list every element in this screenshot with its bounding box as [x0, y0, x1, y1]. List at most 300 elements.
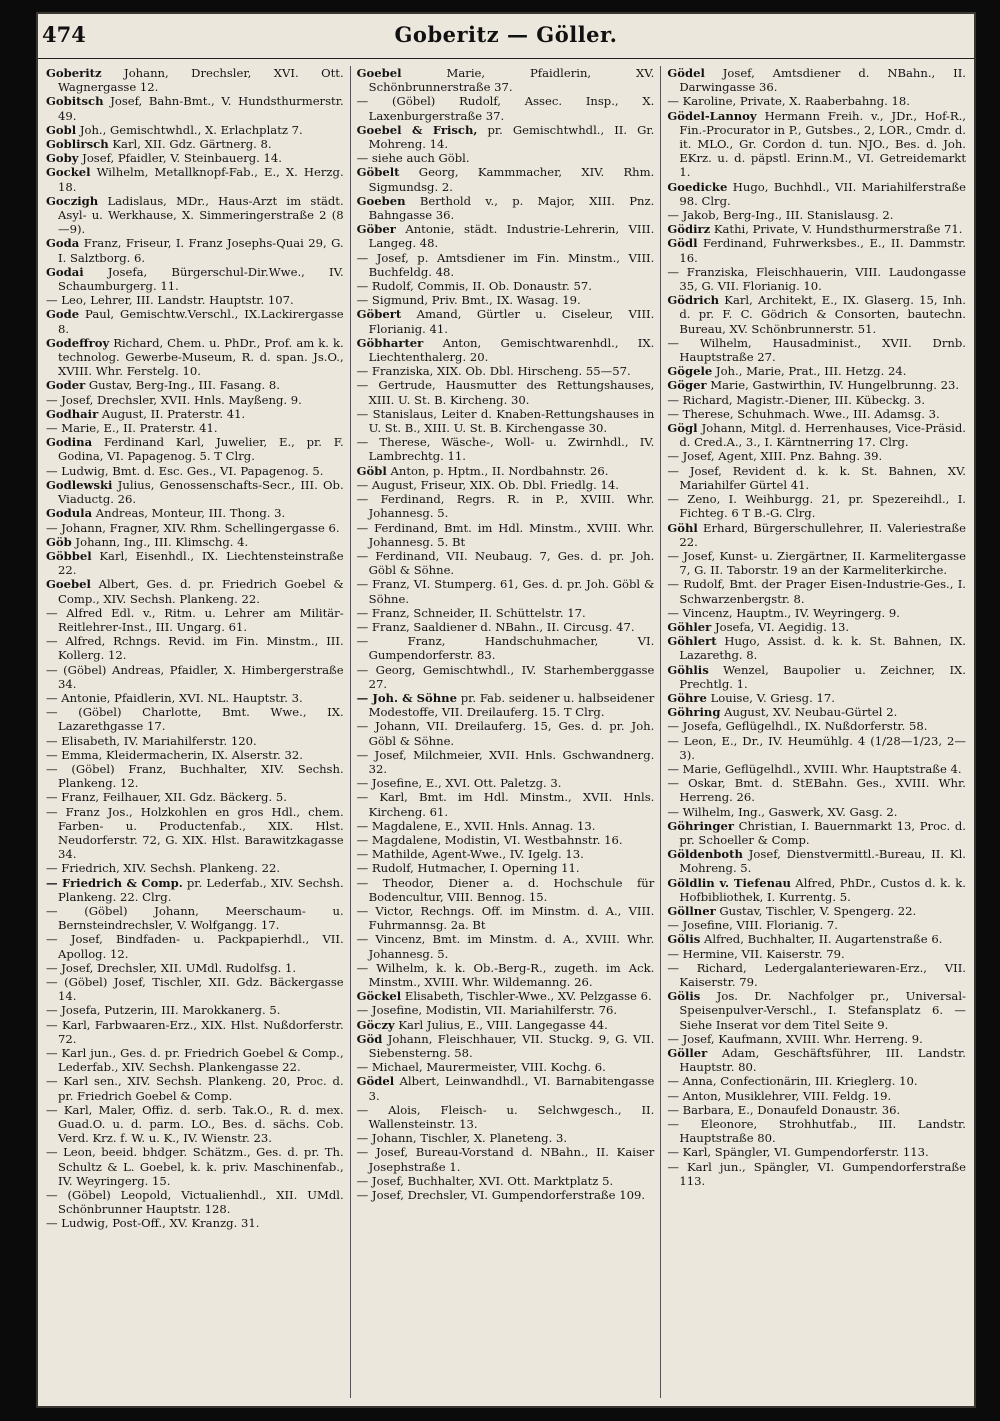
directory-entry [357, 932, 655, 960]
entry-details: — (Göbel) Charlotte, Bmt. Wwe., IX. Lazarethgasse 17. [46, 705, 344, 734]
entry-surname: Godai [46, 264, 84, 279]
entry-details: Christian, I. Bauernmarkt 13, Proc. d. pr. Schoeller & Comp. [679, 818, 966, 847]
directory-entry [357, 464, 655, 478]
directory-entry [667, 1103, 966, 1117]
entry-surname: Godeffroy [46, 335, 110, 350]
entry-details: — Josef, Kunst- u. Ziergärtner, II. Karmelitergasse 7, G. II. Taborstr. 19 an der Karmeliterkirche. [667, 548, 966, 578]
entry-surname: Goblirsch [46, 137, 109, 152]
directory-entry [46, 748, 344, 762]
directory-entry [667, 918, 966, 932]
entry-surname: Göckel [356, 989, 402, 1004]
entry-details: Elisabeth, Tischler-Wwe., XV. Pelzgasse 6. [401, 989, 652, 1004]
directory-entry [357, 1018, 655, 1032]
entry-details: — Gertrude, Hausmutter des Rettungshauses, XIII. U. St. B. Kircheng. 30. [356, 378, 655, 407]
directory-entry [667, 1032, 966, 1046]
entry-surname: Gödrich [667, 293, 720, 308]
directory-entry [357, 1032, 655, 1060]
directory-entry [667, 1145, 966, 1159]
directory-entry [46, 165, 344, 193]
entry-details: — (Göbel) Franz, Buchhalter, XIV. Sechsh. Plankeng. 12. [46, 761, 344, 791]
entry-details: — Franz, Saaldiener d. NBahn., II. Circusg. 47. [356, 619, 635, 634]
directory-entry [46, 663, 344, 691]
directory-entry [667, 180, 966, 208]
directory-entry [46, 1003, 344, 1017]
entry-details: Antonie, städt. Industrie-Lehrerin, VIII. Langeg. 48. [368, 222, 655, 251]
directory-entry [357, 1188, 655, 1202]
directory-entry [357, 521, 655, 549]
entry-surname: Gödel [667, 66, 705, 80]
entry-details: Albert, Leinwandhdl., VI. Barnabitengasse 3. [368, 1074, 655, 1103]
entry-surname: Goder [46, 378, 86, 393]
entry-details: Amand, Gürtler u. Ciseleur, VIII. Florianig. 41. [368, 307, 655, 336]
directory-entry [667, 847, 966, 875]
directory-entry [46, 421, 344, 435]
directory-entry [357, 748, 655, 776]
directory-entry [667, 109, 966, 180]
entry-surname: Gobl [46, 122, 77, 137]
entry-details: — Karl, Bmt. im Hdl. Minstm., XVII. Hnls. Kircheng. 61. [356, 790, 655, 819]
entry-details: Joh., Gemischtwhdl., X. Erlachplatz 7. [76, 122, 303, 137]
directory-entry [357, 1003, 655, 1017]
entry-details: Wilhelm, Metallknopf-Fab., E., X. Herzg. 18. [58, 165, 344, 194]
directory-entry [46, 336, 344, 379]
entry-surname: Goda [46, 236, 80, 251]
entry-surname: Godula [46, 506, 93, 521]
directory-entry [357, 1060, 655, 1074]
entry-surname: Gödel-Lannoy [667, 108, 757, 123]
directory-entry [667, 293, 966, 336]
directory-entry [357, 577, 655, 605]
directory-entry [357, 1174, 655, 1188]
directory-entry [357, 719, 655, 747]
entry-details: Louise, V. Griesg. 17. [706, 690, 835, 705]
entry-surname: Göhler [667, 619, 712, 634]
entry-details: — Therese, Schuhmach. Wwe., III. Adamsg. 3. [667, 406, 940, 421]
entry-details: — Anton, Musiklehrer, VIII. Feldg. 19. [667, 1088, 892, 1103]
entry-details: — Therese, Wäsche-, Woll- u. Zwirnhdl., IV. Lambrechtg. 11. [356, 435, 655, 464]
directory-entry [46, 407, 344, 421]
page-header [38, 14, 974, 59]
entry-details: Josef, Dienstvermittl.-Bureau, II. Kl. Mohreng. 5. [679, 847, 966, 876]
entry-details: — Alfred, Rchngs. Revid. im Fin. Minstm., III. Kollerg. 12. [46, 634, 344, 663]
directory-entry [46, 307, 344, 335]
directory-page [38, 14, 974, 1406]
entry-details: — Wilhelm, k. k. Ob.-Berg-R., zugeth. im Ack. Minstm., XVIII. Whr. Wildemanng. 26. [356, 960, 655, 989]
directory-entry [357, 663, 655, 691]
entry-details: — Franziska, Fleischhauerin, VIII. Laudongasse 35, G. VII. Florianig. 10. [667, 264, 966, 294]
entry-details: — Wilhelm, Hausadminist., XVII. Drnb. Hauptstraße 27. [667, 335, 966, 365]
entry-details: — Vincenz, Bmt. im Minstm. d. A., XVIII. Whr. Johannesg. 5. [356, 932, 655, 961]
entry-details: — (Göbel) Leopold, Victualienhdl., XII. UMdl. Schönbrunner Hauptstr. 128. [46, 1188, 344, 1217]
entry-details: — Karoline, Private, X. Raaberbahng. 18. [667, 94, 910, 109]
directory-entry [357, 378, 655, 406]
entry-surname: Göbert [356, 307, 402, 322]
directory-entry [46, 606, 344, 634]
entry-surname: Göller [667, 1046, 708, 1061]
directory-entry [667, 449, 966, 463]
entry-details: Karl, Eisenhdl., IX. Liechtensteinstraße 22. [58, 548, 344, 578]
entry-details: — Karl, Farbwaaren-Erz., XIX. Hlst. Nußdorferstr. 72. [46, 1017, 344, 1046]
directory-entry [46, 464, 344, 478]
entry-details: — Josefa, Putzerin, III. Marokkanerg. 5. [46, 1003, 281, 1018]
directory-entry [46, 521, 344, 535]
entry-details: Ferdinand, Fuhrwerksbes., E., II. Dammstr. 16. [679, 236, 966, 265]
entry-details: — Josef, Drechsler, VI. Gumpendorferstraße 109. [356, 1188, 646, 1203]
directory-entry [46, 904, 344, 932]
entry-details: Gustav, Tischler, V. Spengerg. 22. [715, 903, 917, 918]
directory-entry [357, 847, 655, 861]
directory-entry [357, 904, 655, 932]
directory-entry [667, 222, 966, 236]
entry-surname: Göbelt [356, 165, 400, 180]
directory-entry [357, 620, 655, 634]
entry-surname: Gödl [667, 236, 698, 251]
entry-details: Josefa, VI. Aegidig. 13. [711, 619, 850, 634]
entry-details: Ladislaus, MDr., Haus-Arzt im städt. Asyl- u. Werkhause, X. Simmeringerstraße 2 (8—9). [58, 193, 344, 237]
entry-surname: — Joh. & Söhne [356, 690, 457, 705]
directory-entry [357, 307, 655, 335]
entry-details: Karl, XII. Gdz. Gärtnerg. 8. [108, 137, 272, 152]
entry-details: — Ferdinand, Regrs. R. in P., XVIII. Whr. Johannesg. 5. [356, 492, 655, 521]
directory-entry [667, 762, 966, 776]
directory-entry [667, 407, 966, 421]
entry-details: — Zeno, I. Weihburgg. 21, pr. Spezereihdl., I. Fichteg. 6 T B.-G. Clrg. [667, 492, 966, 521]
directory-entry [667, 961, 966, 989]
directory-entry [667, 1089, 966, 1103]
entry-surname: Gölis [667, 989, 701, 1004]
entry-details: Paul, Gemischtw.Verschl., IX.Lackirergasse 8. [58, 307, 344, 336]
directory-entry [667, 94, 966, 108]
entry-surname: Göldlin v. Tiefenau [667, 875, 791, 890]
entry-surname: Göllner [667, 903, 716, 918]
entry-details: — Josef, Drechsler, XVII. Hnls. Mayßeng. 9. [46, 392, 302, 407]
directory-entry [667, 549, 966, 577]
entry-details: — Karl sen., XIV. Sechsh. Plankeng. 20, Proc. d. pr. Friedrich Goebel & Comp. [46, 1074, 344, 1103]
entry-details: — Emma, Kleidermacherin, IX. Alserstr. 32. [46, 747, 303, 762]
directory-entry [667, 805, 966, 819]
directory-entry [46, 478, 344, 506]
entry-details: — siehe auch Göbl. [356, 151, 470, 166]
entry-details: — Karl jun., Ges. d. pr. Friedrich Goebel & Comp., Lederfab., XIV. Sechsh. Plankengasse 22. [46, 1046, 344, 1075]
entry-details: Erhard, Bürgerschullehrer, II. Valeriestraße 22. [679, 520, 966, 549]
entry-details: — Richard, Magistr.-Diener, III. Kübeckg. 3. [667, 392, 926, 407]
directory-entry [46, 705, 344, 733]
entry-details: August, XV. Neubau-Gürtel 2. [720, 705, 898, 720]
entry-details: — Oskar, Bmt. d. StEBahn. Ges., XVIII. Whr. Herreng. 26. [667, 776, 966, 805]
entry-details: Andreas, Monteur, III. Thong. 3. [92, 506, 286, 521]
directory-entry [667, 705, 966, 719]
entry-details: Johann, Drechsler, XVI. Ott. Wagnergasse 12. [58, 66, 344, 95]
entry-details: — Josef, Drechsler, XII. UMdl. Rudolfsg. 1. [46, 960, 297, 975]
directory-entry [667, 620, 966, 634]
directory-entry [357, 222, 655, 250]
entry-details: — Franziska, XIX. Ob. Dbl. Hirscheng. 55—57. [356, 364, 631, 379]
entry-details: Karl Julius, E., VIII. Langegasse 44. [394, 1017, 608, 1032]
entry-details: — Franz Jos., Holzkohlen en gros Hdl., chem. Farben- u. Productenfab., XIX. Hlst. Neudorferstr. 72, G. XIX. Hlst. Barawitzkagasse 34. [46, 804, 344, 862]
entry-surname: Gode [46, 307, 80, 322]
entry-details: — Sigmund, Priv. Bmt., IX. Wasag. 19. [356, 293, 581, 308]
directory-entry [46, 961, 344, 975]
entry-details: — Josefine, E., XVI. Ott. Paletzg. 3. [356, 776, 562, 791]
directory-entry [46, 861, 344, 875]
entry-details: Anton, p. Hptm., II. Nordbahnstr. 26. [386, 463, 609, 478]
directory-entry [667, 521, 966, 549]
entry-surname: Gockel [46, 165, 91, 180]
column-3 [661, 66, 972, 1398]
directory-entry [46, 762, 344, 790]
entry-details: — Johann, Fragner, XIV. Rhm. Schellingergasse 6. [46, 520, 340, 535]
directory-entry [667, 265, 966, 293]
entry-details: — Leo, Lehrer, III. Landstr. Hauptstr. 107. [46, 293, 294, 308]
directory-entry [667, 1046, 966, 1074]
entry-details: Johann, Mitgl. d. Herrenhauses, Vice-Präsid. d. Cred.A., 3., I. Kärntnerring 17. Clrg. [679, 421, 966, 450]
directory-entry [46, 94, 344, 122]
entry-details: — Magdalene, E., XVII. Hnls. Annag. 13. [356, 818, 596, 833]
directory-entry [46, 1046, 344, 1074]
directory-entry [357, 961, 655, 989]
entry-surname: Goebel [356, 66, 402, 80]
entry-surname: Gobitsch [46, 94, 104, 109]
entry-surname: Göhringer [667, 818, 734, 833]
entry-details: — (Göbel) Rudolf, Assec. Insp., X. Laxenburgerstraße 37. [356, 94, 655, 123]
entry-surname: — Friedrich & Comp. [46, 875, 183, 890]
entry-details: Marie, Pfaidlerin, XV. Schönbrunnerstraße 37. [368, 66, 655, 95]
entry-surname: Göbl [356, 463, 387, 478]
directory-entry [46, 378, 344, 392]
directory-entry [46, 1145, 344, 1188]
page-number: 474 [42, 22, 86, 47]
entry-details: Hugo, Assist. d. k. k. St. Bahnen, IX. Lazarethg. 8. [679, 634, 966, 663]
entry-details: — Leon, E., Dr., IV. Heumühlg. 4 (1/28—1/23, 2—3). [667, 733, 966, 762]
directory-entry [357, 606, 655, 620]
directory-entry [357, 123, 655, 151]
directory-entry [667, 378, 966, 392]
directory-entry [357, 819, 655, 833]
entry-details: — (Göbel) Andreas, Pfaidler, X. Himbergerstraße 34. [46, 662, 344, 691]
entry-surname: Göhlert [667, 634, 717, 649]
entry-details: — Franz, Feilhauer, XII. Gdz. Bäckerg. 5. [46, 790, 287, 805]
entry-details: — Vincenz, Hauptm., IV. Weyringerg. 9. [667, 605, 900, 620]
entry-details: Hermann Freih. v., JDr., Hof-R., Fin.-Procurator in P., Gutsbes., 2, LOR., Cmdr. d. it. MLO., Gr. Cordon d. tun. NJO., Bes. d. Joh. EKrz. u. d. päpstl. Erinn.M., VI. Getreidemarkt 1. [679, 108, 966, 180]
directory-entry [46, 151, 344, 165]
directory-entry [46, 236, 344, 264]
entry-details: — Ferdinand, Bmt. im Hdl. Minstm., XVIII. Whr. Johannesg. 5. Bt [356, 520, 655, 549]
entry-details: Franz, Friseur, I. Franz Josephs-Quai 29, G. I. Salztborg. 6. [58, 236, 344, 265]
entry-surname: Göhre [667, 690, 707, 705]
directory-entry [667, 719, 966, 733]
entry-details: — Marie, E., II. Praterstr. 41. [46, 421, 218, 436]
entry-details: Hugo, Buchhdl., VII. Mariahilferstraße 98. Clrg. [679, 179, 966, 208]
directory-entry [667, 364, 966, 378]
directory-entry [46, 1188, 344, 1216]
entry-details: — Stanislaus, Leiter d. Knaben-Rettungshauses in U. St. B., XIII. U. St. B. Kirchengasse 30. [356, 406, 655, 436]
entry-details: — Leon, beeid. bhdger. Schätzm., Ges. d. pr. Th. Schultz & L. Goebel, k. k. priv. Maschinenfab., IV. Weyringerg. 15. [46, 1145, 344, 1188]
directory-entry [357, 1131, 655, 1145]
entry-details: — Karl, Spängler, VI. Gumpendorferstr. 113. [667, 1145, 929, 1160]
directory-entry [357, 364, 655, 378]
directory-entry [667, 66, 966, 94]
entry-details: — Ferdinand, VII. Neubaug. 7, Ges. d. pr. Joh. Göbl & Söhne. [356, 548, 655, 578]
directory-entry [46, 435, 344, 463]
entry-surname: Goberitz [46, 66, 102, 80]
entry-details: Johann, Fleischhauer, VII. Stuckg. 9, G. VII. Siebensterng. 58. [368, 1031, 655, 1061]
directory-entry [46, 194, 344, 237]
directory-entry [667, 393, 966, 407]
entry-surname: Göb [46, 534, 72, 549]
entry-surname: Göbbel [46, 548, 92, 563]
directory-entry [46, 123, 344, 137]
directory-entry [357, 691, 655, 719]
directory-entry [357, 833, 655, 847]
entry-details: Julius, Genossenschafts-Secr., III. Ob. Viaductg. 26. [58, 477, 344, 507]
entry-details: — Josef, Revident d. k. k. St. Bahnen, XV. Mariahilfer Gürtel 41. [667, 463, 966, 492]
entry-surname: Godina [46, 435, 93, 450]
directory-entry [667, 776, 966, 804]
directory-entry [357, 407, 655, 435]
entry-surname: Göczy [356, 1017, 395, 1032]
entry-details: — Josef, Bureau-Vorstand d. NBahn., II. Kaiser Josephstraße 1. [356, 1145, 655, 1174]
directory-entry [667, 421, 966, 449]
entry-details: Richard, Chem. u. PhDr., Prof. am k. k. technolog. Gewerbe-Museum, R. d. span. Js.O., XVIII. Whr. Ferstelg. 10. [58, 335, 344, 379]
entry-details: — Alois, Fleisch- u. Selchwgesch., II. Wallensteinstr. 13. [356, 1102, 655, 1132]
directory-entry [357, 194, 655, 222]
entry-details: pr. Fab. seidener u. halbseidener Modestoffe, VII. Dreilauferg. 15. T Clrg. [368, 690, 655, 720]
entry-details: Anton, Gemischtwarenhdl., IX. Liechtenthalerg. 20. [368, 335, 655, 365]
entry-details: — Marie, Geflügelhdl., XVIII. Whr. Hauptstraße 4. [667, 761, 962, 776]
entry-details: — Richard, Ledergalanteriewaren-Erz., VII. Kaiserstr. 79. [667, 960, 966, 989]
directory-entry [46, 975, 344, 1003]
entry-details: — Friedrich, XIV. Sechsh. Plankeng. 22. [46, 861, 281, 876]
entry-details: Johann, Ing., III. Klimschg. 4. [71, 534, 249, 549]
directory-entry [667, 634, 966, 662]
entry-surname: Göhring [667, 705, 721, 720]
entry-details: — Theodor, Diener a. d. Hochschule für Bodencultur, VIII. Bennog. 15. [356, 875, 655, 904]
entry-surname: Goebel & Frisch, [356, 122, 478, 137]
directory-entry [357, 1103, 655, 1131]
entry-details: — Hermine, VII. Kaiserstr. 79. [667, 946, 845, 961]
entry-details: Ferdinand Karl, Juwelier, E., pr. F. Godina, VI. Papagenog. 5. T Clrg. [58, 435, 344, 464]
directory-entry [667, 947, 966, 961]
directory-entry [46, 293, 344, 307]
directory-entry [46, 790, 344, 804]
entry-surname: Godlewski [46, 477, 113, 492]
entry-details: Georg, Kammmacher, XIV. Rhm. Sigmundsg. 2. [368, 165, 655, 194]
directory-entry [357, 66, 655, 94]
entry-details: — Franz, VI. Stumperg. 61, Ges. d. pr. Joh. Göbl & Söhne. [356, 577, 655, 606]
entry-surname: Goeben [356, 193, 406, 208]
entry-details: Gustav, Berg-Ing., III. Fasang. 8. [85, 378, 280, 393]
directory-entry [46, 1216, 344, 1230]
entry-details: — August, Friseur, XIX. Ob. Dbl. Friedlg. 14. [356, 477, 619, 492]
entry-details: — Ludwig, Bmt. d. Esc. Ges., VI. Papagenog. 5. [46, 463, 324, 478]
entry-details: — Rudolf, Hutmacher, I. Operning 11. [356, 861, 580, 876]
directory-entry [46, 506, 344, 520]
directory-entry [46, 876, 344, 904]
entry-details: pr. Lederfab., XIV. Sechsh. Plankeng. 22. Clrg. [58, 875, 344, 904]
entry-details: — Josef, p. Amtsdiener im Fin. Minstm., VIII. Buchfeldg. 48. [356, 250, 655, 279]
entry-details: Berthold v., p. Major, XIII. Pnz. Bahngasse 36. [368, 193, 655, 223]
entry-surname: Godhair [46, 406, 99, 421]
directory-entry [667, 663, 966, 691]
directory-entry [357, 251, 655, 279]
directory-entry [46, 577, 344, 605]
entry-surname: Göd [356, 1031, 383, 1046]
entry-surname: Gögele [667, 364, 713, 379]
entry-details: Jos. Dr. Nachfolger pr., Universal-Speisenpulver-Verschl., I. Stefansplatz 6. — Siehe Inserat vor dem Titel Seite 9. [679, 989, 966, 1032]
directory-entry [357, 790, 655, 818]
directory-entry [357, 293, 655, 307]
directory-entry [46, 691, 344, 705]
directory-entry [46, 549, 344, 577]
directory-entry [667, 236, 966, 264]
entry-details: Marie, Gastwirthin, IV. Hungelbrunng. 23. [706, 378, 960, 393]
directory-entry [667, 734, 966, 762]
directory-entry [357, 336, 655, 364]
entry-details: Karl, Architekt, E., IX. Glaserg. 15, Inh. d. pr. F. C. Gödrich & Consorten, bautechn. Bureau, XV. Schönbrunnerstr. 51. [679, 293, 966, 336]
directory-entry [667, 989, 966, 1032]
entry-details: — Rudolf, Commis, II. Ob. Donaustr. 57. [356, 279, 592, 294]
entry-details: — Wilhelm, Ing., Gaswerk, XV. Gasg. 2. [667, 804, 898, 819]
entry-details: — Josefine, VIII. Florianig. 7. [667, 918, 838, 933]
directory-entry [357, 634, 655, 662]
entry-details: Josef, Pfaidler, V. Steinbauerg. 14. [78, 151, 282, 166]
directory-entry [667, 904, 966, 918]
entry-surname: Gögl [667, 421, 698, 436]
directory-entry [357, 861, 655, 875]
directory-entry [46, 1074, 344, 1102]
entry-surname: Goby [46, 151, 79, 166]
directory-entry [667, 464, 966, 492]
entry-details: — Johann, Tischler, X. Planeteng. 3. [356, 1131, 568, 1146]
entry-details: — Josefine, Modistin, VII. Mariahilferstr. 76. [356, 1003, 618, 1018]
entry-details: — Jakob, Berg-Ing., III. Stanislausg. 2. [667, 208, 894, 223]
entry-details: August, II. Praterstr. 41. [98, 406, 246, 421]
entry-surname: Gödel [356, 1074, 395, 1089]
entry-surname: Göhl [667, 520, 698, 535]
directory-entry [46, 66, 344, 94]
directory-entry [667, 492, 966, 520]
entry-details: — Michael, Maurermeister, VIII. Kochg. 6. [356, 1060, 606, 1075]
entry-details: Adam, Geschäftsführer, III. Landstr. Hauptstr. 80. [679, 1046, 966, 1075]
directory-entry [357, 549, 655, 577]
directory-entry [667, 819, 966, 847]
entry-details: — Antonie, Pfaidlerin, XVI. NL. Hauptstr. 3. [46, 690, 303, 705]
entry-details: — Alfred Edl. v., Ritm. u. Lehrer am Militär-Reitlehrer-Inst., III. Ungarg. 61. [46, 605, 344, 634]
entry-details: — Josefa, Geflügelhdl., IX. Nußdorferstr. 58. [667, 719, 928, 734]
entry-details: Wenzel, Baupolier u. Zeichner, IX. Prechtlg. 1. [679, 662, 966, 691]
entry-surname: Göhlis [667, 662, 709, 677]
entry-surname: Göger [667, 378, 707, 393]
directory-entry [357, 989, 655, 1003]
entry-details: — Franz, Handschuhmacher, VI. Gumpendorferstr. 83. [356, 634, 655, 663]
entry-surname: Goczigh [46, 193, 99, 208]
directory-entry [357, 776, 655, 790]
entry-details: — Ludwig, Post-Off., XV. Kranzg. 31. [46, 1216, 260, 1231]
entry-details: — Eleonore, Strohhutfab., III. Landstr. Hauptstraße 80. [667, 1117, 966, 1146]
directory-entry [46, 393, 344, 407]
directory-entry [357, 279, 655, 293]
entry-surname: Gödirz [667, 222, 711, 237]
directory-entry [46, 734, 344, 748]
entry-details: — Elisabeth, IV. Mariahilferstr. 120. [46, 733, 257, 748]
entry-details: pr. Gemischtwhdl., II. Gr. Mohreng. 14. [368, 122, 655, 152]
directory-entry [357, 478, 655, 492]
directory-entry [667, 932, 966, 946]
directory-entry [46, 1018, 344, 1046]
entry-details: — Josef, Agent, XIII. Pnz. Bahng. 39. [667, 449, 883, 464]
directory-entry [667, 876, 966, 904]
entry-details: Alfred, Buchhalter, II. Augartenstraße 6. [700, 932, 943, 947]
